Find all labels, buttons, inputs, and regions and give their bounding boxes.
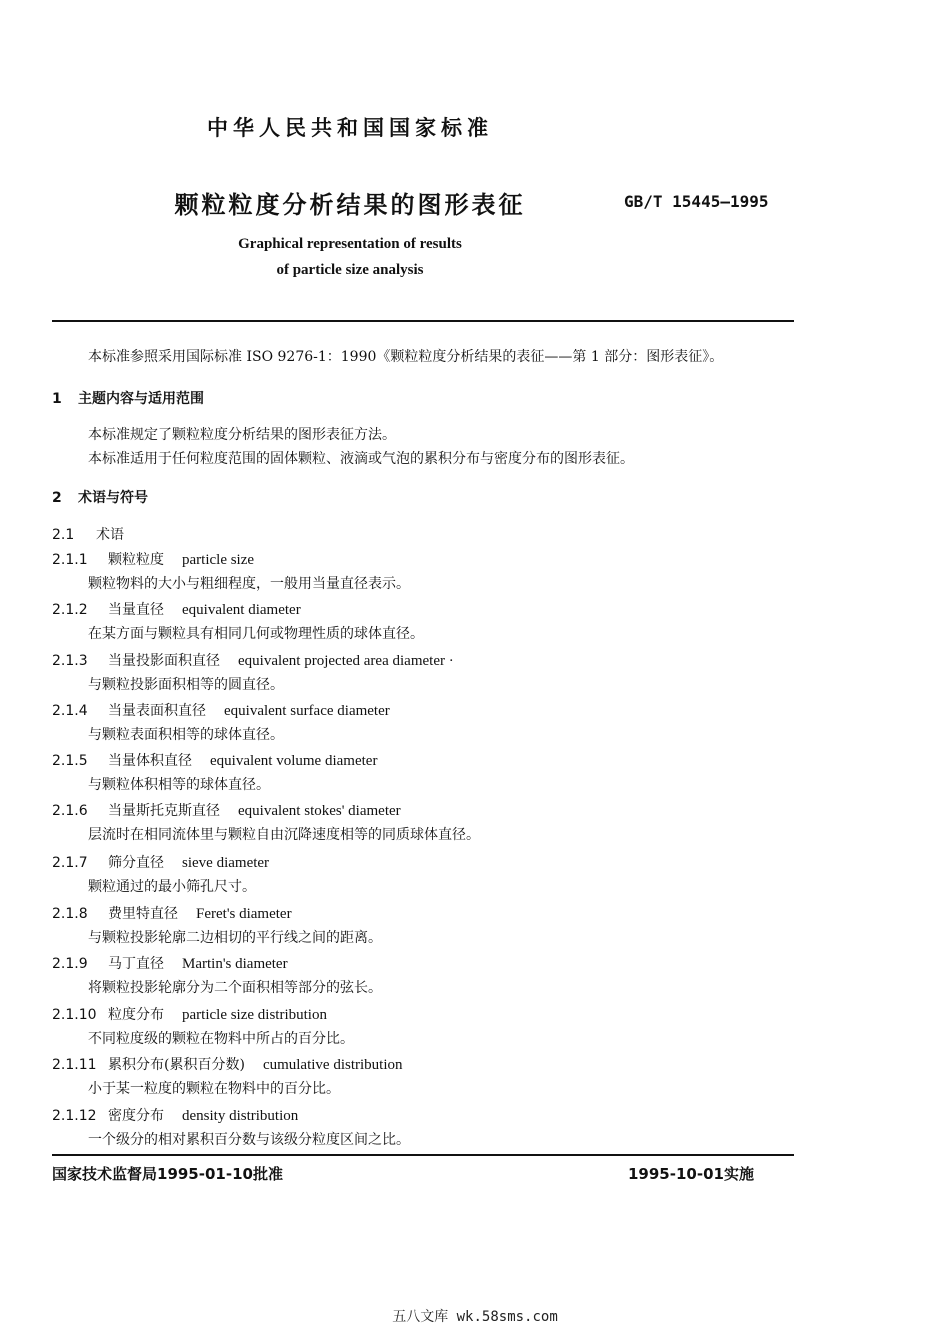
footer-divider <box>52 1154 794 1156</box>
term-definition: 颗粒物料的大小与粗细程度，一般用当量直径表示。 <box>88 576 410 592</box>
term-number: 2.1.3 <box>52 653 88 669</box>
term-name-cn: 当量直径 <box>108 602 164 618</box>
term-2-1-10 <box>52 1004 327 1024</box>
term-definition: 不同粒度级的颗粒在物料中所占的百分比。 <box>88 1031 354 1047</box>
term-name-cn: 当量体积直径 <box>108 753 192 769</box>
term-2-1-4 <box>52 700 390 720</box>
standard-code: GB/T 15445—1995 <box>624 192 769 211</box>
term-name-en: sieve diameter <box>182 855 270 871</box>
section-1-paragraph-1: 本标准规定了颗粒粒度分析结果的图形表征方法。 <box>88 427 396 443</box>
term-definition: 与颗粒表面积相等的球体直径。 <box>88 727 284 743</box>
term-2-1-6 <box>52 800 401 820</box>
approval-date: 国家技术监督局1995-01-10批准 <box>52 1165 283 1183</box>
section-2-number: 2 <box>52 490 62 506</box>
subsection-2-1-heading <box>52 524 124 544</box>
term-number: 2.1.10 <box>52 1007 97 1023</box>
subsection-2-1-number: 2.1 <box>52 527 75 543</box>
term-name-cn: 费里特直径 <box>108 906 178 922</box>
term-number: 2.1.11 <box>52 1057 97 1073</box>
term-2-1-5 <box>52 750 377 770</box>
section-2-heading <box>52 487 148 507</box>
section-2-title: 术语与符号 <box>78 490 148 506</box>
term-name-cn: 累积分布(累积百分数) <box>108 1057 245 1073</box>
term-name-cn: 当量投影面积直径 <box>108 653 220 669</box>
term-number: 2.1.4 <box>52 703 88 719</box>
implementation-date: 1995-10-01实施 <box>628 1165 754 1183</box>
term-name-en: Feret's diameter <box>196 906 292 922</box>
term-name-en: particle size <box>182 552 255 568</box>
term-definition: 将颗粒投影轮廓分为二个面积相等部分的弦长。 <box>88 980 382 996</box>
term-name-en: equivalent surface diameter <box>224 703 390 719</box>
term-number: 2.1.8 <box>52 906 88 922</box>
term-name-cn: 颗粒粒度 <box>108 552 164 568</box>
term-number: 2.1.1 <box>52 552 88 568</box>
section-1-number: 1 <box>52 391 62 407</box>
site-watermark: 五八文库 wk.58sms.com <box>392 1309 558 1325</box>
section-1-heading <box>52 388 204 408</box>
term-2-1-11 <box>52 1054 403 1074</box>
term-2-1-2 <box>52 599 301 619</box>
term-definition: 与颗粒投影面积相等的圆直径。 <box>88 677 284 693</box>
term-name-en: equivalent stokes' diameter <box>238 803 401 819</box>
term-definition: 小于某一粒度的颗粒在物料中的百分比。 <box>88 1081 340 1097</box>
term-2-1-7 <box>52 852 269 872</box>
section-1-title: 主题内容与适用范围 <box>78 391 204 407</box>
document-title-cn: 颗粒粒度分析结果的图形表征 <box>174 191 526 219</box>
term-definition: 层流时在相同流体里与颗粒自由沉降速度相等的同质球体直径。 <box>88 827 480 843</box>
term-name-cn: 密度分布 <box>108 1108 164 1124</box>
document-title-en-line2: of particle size analysis <box>276 262 424 278</box>
term-name-en: particle size distribution <box>182 1007 327 1023</box>
term-definition: 与颗粒投影轮廓二边相切的平行线之间的距离。 <box>88 930 382 946</box>
term-number: 2.1.2 <box>52 602 88 618</box>
term-definition: 颗粒通过的最小筛孔尺寸。 <box>88 879 256 895</box>
term-number: 2.1.7 <box>52 855 88 871</box>
term-name-cn: 粒度分布 <box>108 1007 164 1023</box>
term-name-cn: 当量表面积直径 <box>108 703 206 719</box>
intro-paragraph: 本标准参照采用国际标准 ISO 9276-1：1990《颗粒粒度分析结果的表征——第 1 部分：图形表征》。 <box>88 349 724 365</box>
term-number: 2.1.12 <box>52 1108 97 1124</box>
term-name-cn: 马丁直径 <box>108 956 164 972</box>
term-number: 2.1.6 <box>52 803 88 819</box>
term-definition: 与颗粒体积相等的球体直径。 <box>88 777 270 793</box>
section-1-paragraph-2: 本标准适用于任何粒度范围的固体颗粒、液滴或气泡的累积分布与密度分布的图形表征。 <box>88 451 634 467</box>
term-definition: 在某方面与颗粒具有相同几何或物理性质的球体直径。 <box>88 626 424 642</box>
subsection-2-1-title: 术语 <box>96 527 124 543</box>
term-2-1-3 <box>52 650 454 670</box>
term-number: 2.1.5 <box>52 753 88 769</box>
term-name-en: equivalent projected area diameter · <box>238 653 454 669</box>
standard-org-heading: 中华人民共和国国家标准 <box>207 116 493 140</box>
term-name-en: density distribution <box>182 1108 299 1124</box>
term-number: 2.1.9 <box>52 956 88 972</box>
header-divider <box>52 320 794 322</box>
term-2-1-12 <box>52 1105 298 1125</box>
term-name-en: Martin's diameter <box>182 956 288 972</box>
term-name-en: equivalent diameter <box>182 602 301 618</box>
term-name-cn: 筛分直径 <box>108 855 164 871</box>
term-name-cn: 当量斯托克斯直径 <box>108 803 220 819</box>
document-title-en-line1: Graphical representation of results <box>238 236 462 252</box>
term-2-1-8 <box>52 903 292 923</box>
term-definition: 一个级分的相对累积百分数与该级分粒度区间之比。 <box>88 1132 410 1148</box>
term-name-en: equivalent volume diameter <box>210 753 378 769</box>
term-2-1-9 <box>52 953 288 973</box>
term-2-1-1 <box>52 549 254 569</box>
term-name-en: cumulative distribution <box>262 1057 403 1073</box>
